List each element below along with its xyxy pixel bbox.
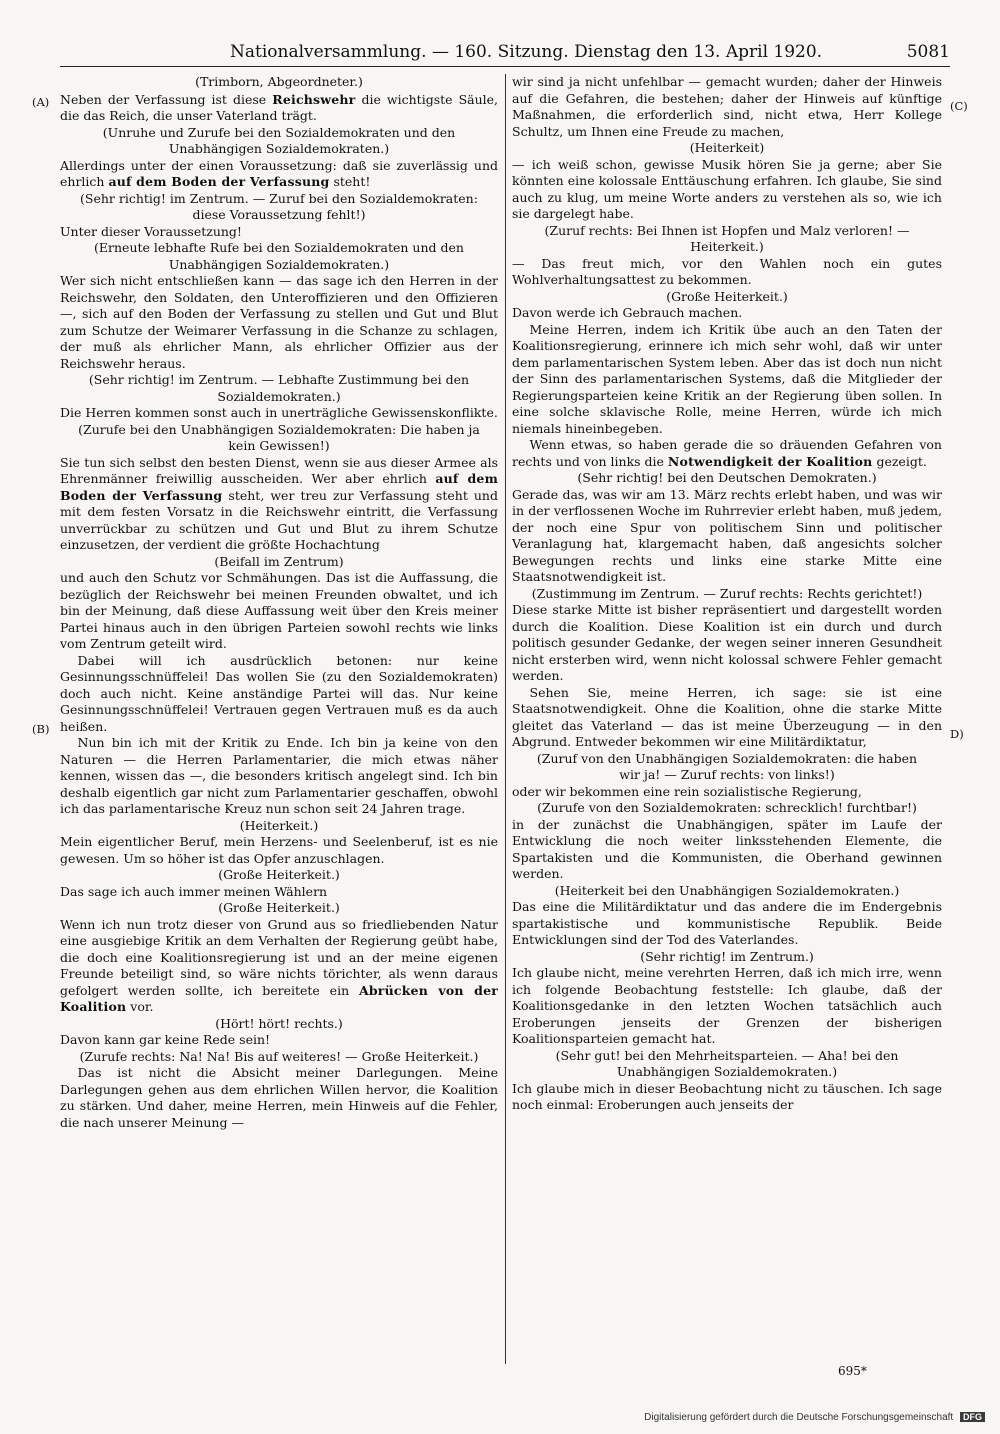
footer [644,1412,985,1423]
paragraph: Unter dieser Voraussetzung! [60,223,242,239]
paragraph: Ich glaube mich in dieser Beobachtung nicht zu täuschen. Ich sage noch einmal: Eroberungen auch jenseits der [512,1080,942,1112]
paragraph: oder wir bekommen eine rein sozialistische Regierung, [512,783,862,799]
paragraph: Gerade das, was wir am 13. März rechts erlebt haben, und was wir in der verflossenen Woche im Ruhrrevier erlebt haben, muß jedem, der noch eine Spur von politischem Sinn und politischer Veranlagung hat, klargemacht haben, daß angesichts solcher Bewegungen rechts und links eine starke Mitte eine Staatsnotwendigkeit ist. [512,486,942,584]
page-number: 5081 [906,42,950,62]
margin-marker-d: D) [950,727,964,741]
interjection: (Heiterkeit.) [239,817,319,833]
interjection: (Unruhe und Zurufe bei den Sozialdemokraten und den Unabhängigen Sozialdemokraten.) [102,124,456,156]
right-column [512,74,942,1372]
paragraph: Wenn etwas, so haben gerade die so dräuenden Gefahren von rechts und von links die Notwendigkeit der Koalition gezeigt. [512,437,942,469]
interjection: (Zurufe bei den Unabhängigen Sozialdemokraten: Die haben ja kein Gewissen!) [78,421,480,453]
paragraph: Sehen Sie, meine Herren, ich sage: sie ist eine Staatsnotwendigkeit. Ohne die Koalition, ohne die starke Mitte gleitet das Vaterland — das ist meine Überzeugung — in den Abgrund. Entweder bekommen wir eine Militärdiktatur, [512,684,942,749]
interjection: (Hört! hört! rechts.) [215,1015,343,1031]
paragraph: Diese starke Mitte ist bisher repräsentiert und dargestellt worden durch die Koalition. Diese Koalition ist ein durch und durch politisch gesunder Gedanke, der wegen seiner inneren Gesundheit nicht ersterben wird, wenn nicht kolossal schwere Fehler gemacht werden. [512,602,942,683]
paragraph: Das sage ich auch immer meinen Wählern [60,883,328,899]
paragraph: Meine Herren, indem ich Kritik übe auch an den Taten der Koalitionsregierung, erinnere ich mich sehr wohl, daß wir unter dem parlamentarischen System leben. Aber das ist doch nun nicht der Sinn des parlamentarischen Systems, daß die Mitglieder der Regierungsparteien keine Kritik an der Regierung üben sollen. In eine solche sklavische Rolle, meine Herren, würde ich mich niemals hineinbegeben. [512,321,942,436]
interjection: (Zustimmung im Zentrum. — Zuruf rechts: Rechts gerichtet!) [531,585,923,601]
paragraph: Wenn ich nun trotz dieser von Grund aus so friedliebenden Natur eine ausgiebige Kritik an dem Verhalten der Regierung geübt habe, die doch eine Koalitionsregierung ist und an der meine eigenen Freunde beteiligt sind, so wäre nichts törichter, als wenn daraus gefolgert werden sollte, ich bereitete ein Abrücken von der Koalition vor. [60,916,498,1014]
paragraph: Die Herren kommen sonst auch in unerträgliche Gewissenskonflikte. [60,405,498,420]
interjection: (Sehr gut! bei den Mehrheitsparteien. — Aha! bei den Unabhängigen Sozialdemokraten.) [555,1047,899,1079]
interjection: (Sehr richtig! im Zentrum.) [640,948,814,964]
interjection: (Große Heiterkeit.) [218,900,340,915]
paragraph: Nun bin ich mit der Kritik zu Ende. Ich bin ja keine von den Naturen — die Herren Parlamentarier, die mich etwas näher kennen, wissen das —, die besonders kritisch angelegt sind. Ich bin deshalb eigentlich gar nicht zum Parlamentarier geschaffen, obwohl ich das parlamentarische Kreuz nun schon seit 24 Jahren trage. [60,735,498,816]
page-signature: 695* [838,1364,867,1378]
paragraph: in der zunächst die Unabhängigen, später im Laufe der Entwicklung die noch weiter linksstehenden Elemente, die Spartakisten und die Kommunisten, die Oberhand gewinnen werden. [512,816,942,881]
interjection: (Sehr richtig! im Zentrum. — Zuruf bei den Sozialdemokraten: diese Voraussetzung fehlt!) [80,190,478,222]
interjection: (Sehr richtig! im Zentrum. — Lebhafte Zustimmung bei den Sozialdemokraten.) [88,372,470,404]
interjection: (Große Heiterkeit.) [666,288,788,304]
paragraph: Dabei will ich ausdrücklich betonen: nur keine Gesinnungsschnüffelei! Das wollen Sie (zu den Sozialdemokraten) doch auch nicht. Keine anständige Partei will das. Nur keine Gesinnungsschnüffelei! Vertrauen gegen Vertrauen muß es da auch heißen. [60,652,498,734]
dfg-logo: DFG [960,1412,985,1422]
interjection: (Erneute lebhafte Rufe bei den Sozialdemokraten und den Unabhängigen Sozialdemokraten.) [94,240,464,272]
paragraph: Davon werde ich Gebrauch machen. [512,305,743,320]
paragraph: Mein eigentlicher Beruf, mein Herzens- und Seelenberuf, ist es nie gewesen. Um so höher ist das Opfer anzuschlagen. [60,834,498,866]
paragraph: Das ist nicht die Absicht meiner Darlegungen. Meine Darlegungen gehen aus dem ehrlichen Willen hervor, die Koalition zu stärken. Und daher, meine Herren, mein Hinweis auf die Fehler, die nach unserer Meinung — [60,1065,498,1130]
column-divider [505,74,506,1364]
speaker-name: (Trimborn, Abgeordneter.) [195,74,363,89]
interjection: (Zuruf von den Unabhängigen Sozialdemokraten: die haben wir ja! — Zuruf rechts: von links!) [536,750,918,782]
margin-marker-b: (B) [32,722,50,736]
paragraph: Allerdings unter der einen Voraussetzung: daß sie zuverlässig und ehrlich auf dem Boden der Verfassung steht! [60,157,498,189]
paragraph: — Das freut mich, vor den Wahlen noch ein gutes Wohlverhaltungsattest zu bekommen. [512,255,942,287]
paragraph: Das eine die Militärdiktatur und das andere die im Endergebnis spartakistische und kommunistische Republik. Beide Entwicklungen sind der Tod des Vaterlandes. [512,899,942,947]
paragraph: — ich weiß schon, gewisse Musik hören Sie ja gerne; aber Sie könnten eine kolossale Enttäuschung erfahren. Ich glaube, Sie sind auch zu klug, um meine Worte anders zu verstehen als so, wie ich sie dargelegt habe. [512,156,942,221]
paragraph: Wer sich nicht entschließen kann — das sage ich den Herren in der Reichswehr, den Soldaten, den Unteroffizieren und den Offizieren —, sich auf den Boden der Verfassung zu stellen und Gut und Blut zum Schutze der Weimarer Verfassung in die Schanze zu schlagen, der muß als ehrlicher Mann, als ehrlicher Offizier aus der Reichswehr heraus. [60,273,498,371]
interjection: (Große Heiterkeit.) [218,867,340,882]
interjection: (Heiterkeit bei den Unabhängigen Sozialdemokraten.) [554,882,900,898]
footer-text: Digitalisierung gefördert durch die Deutsche Forschungsgemeinschaft [644,1412,954,1423]
interjection: (Zurufe von den Sozialdemokraten: schrecklich! furchtbar!) [537,800,917,815]
margin-marker-a: (A) [32,95,50,109]
paragraph: und auch den Schutz vor Schmähungen. Das ist die Auffassung, die bezüglich der Reichswehr bei meinen Freunden obwaltet, und ich bin der Meinung, daß diese Auffassung weit über den Kreis meiner Partei hinaus auch in den übrigen Parteien sowohl rechts wie links vom Zentrum geteilt wird. [60,570,498,651]
interjection: (Heiterkeit) [689,140,765,155]
paragraph: Ich glaube nicht, meine verehrten Herren, daß ich mich irre, wenn ich folgende Beobachtung feststelle: Ich glaube, daß der Koalitionsgedanke in den letzten Wochen tatsächlich auch Eroberungen jenseits der Grenzen der bisherigen Koalitionsparteien gemacht hat. [512,965,942,1046]
interjection: (Zurufe rechts: Na! Na! Bis auf weiteres! — Große Heiterkeit.) [79,1048,479,1064]
interjection: (Beifall im Zentrum) [214,553,344,569]
paragraph: wir sind ja nicht unfehlbar — gemacht wurden; daher der Hinweis auf die Gefahren, die bestehen; daher der Hinweis auf künftige Maßnahmen, die erforderlich sind, nicht etwa, Herr Kollege Schultz, um Ihnen eine Freude zu machen, [512,74,942,139]
interjection: (Zuruf rechts: Bei Ihnen ist Hopfen und Malz verloren! — Heiterkeit.) [544,222,910,254]
left-column [60,74,498,1372]
margin-marker-c: (C) [950,99,968,113]
interjection: (Sehr richtig! bei den Deutschen Demokraten.) [577,470,877,485]
page-header [60,42,950,67]
paragraph: Neben der Verfassung ist diese Reichswehr die wichtigste Säule, die das Reich, die unser Vaterland trägt. [60,91,498,123]
paragraph: Davon kann gar keine Rede sein! [60,1032,271,1047]
paragraph: Sie tun sich selbst den besten Dienst, wenn sie aus dieser Armee als Ehrenmänner freiwillig ausscheiden. Wer aber ehrlich auf dem Boden der Verfassung steht, wer treu zur Verfassung steht und mit dem festen Vorsatz in die Reichswehr eintritt, die Verfassung unverrückbar zu schützen und Gut und Blut zu ihrem Schutze einzusetzen, der verdient die größte Hochachtung [60,454,498,552]
page-header-title: Nationalversammlung. — 160. Sitzung. Dienstag den 13. April 1920. [230,42,823,62]
